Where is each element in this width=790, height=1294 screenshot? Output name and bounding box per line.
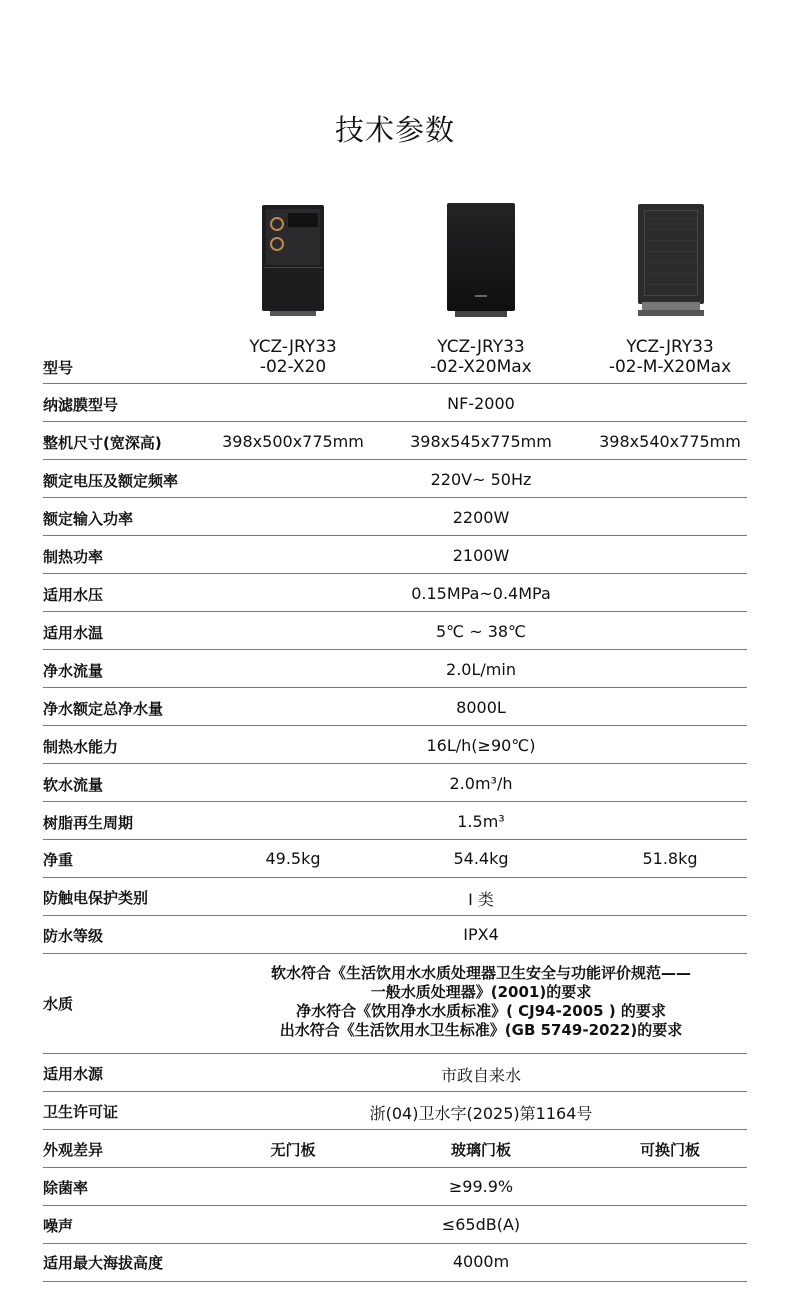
- divider: [43, 725, 747, 726]
- divider: [43, 877, 747, 878]
- row-value: 0.15MPa~0.4MPa: [411, 584, 551, 603]
- row-value-3: 可换门板: [639, 1141, 700, 1159]
- row-label: 制热水能力: [43, 738, 119, 756]
- row-value: 4000m: [452, 1252, 510, 1271]
- row-value-1: 49.5kg: [265, 849, 321, 868]
- divider: [43, 1053, 747, 1054]
- model-1-line2: -02-X20: [259, 357, 327, 377]
- row-label: 制热功率: [43, 548, 104, 566]
- water-quality-line: 一般水质处理器》(2001)的要求: [370, 983, 592, 1001]
- row-value-2: 398x545x775mm: [410, 432, 552, 451]
- row-label: 净水流量: [43, 662, 104, 680]
- row-value-3: 51.8kg: [642, 849, 698, 868]
- divider: [43, 1167, 747, 1168]
- row-label: 水质: [43, 995, 74, 1013]
- water-quality-line: 净水符合《饮用净水水质标准》( CJ94-2005 ) 的要求: [296, 1002, 666, 1020]
- divider: [43, 383, 747, 384]
- row-value: NF-2000: [447, 394, 515, 413]
- water-quality-text: [215, 964, 747, 1040]
- row-value-1: 398x500x775mm: [222, 432, 364, 451]
- row-value: 2.0m³/h: [449, 774, 513, 793]
- row-label: 树脂再生周期: [43, 814, 134, 832]
- divider: [43, 535, 747, 536]
- divider: [43, 1281, 747, 1282]
- divider: [43, 953, 747, 954]
- model-3-line2: -02-M-X20Max: [608, 357, 732, 377]
- row-value: IPX4: [463, 925, 499, 944]
- product-image-3: [638, 204, 704, 318]
- row-label: 纳滤膜型号: [43, 396, 119, 414]
- row-value: 2200W: [452, 508, 510, 527]
- row-value: 市政自来水: [440, 1066, 521, 1085]
- divider: [43, 915, 747, 916]
- row-label: 防触电保护类别: [43, 889, 149, 907]
- model-1-line1: YCZ-JRY33: [249, 337, 337, 357]
- row-label: 额定电压及额定频率: [43, 472, 179, 490]
- row-label: 整机尺寸(宽深高): [43, 434, 162, 452]
- divider: [43, 459, 747, 460]
- row-value-2: 54.4kg: [453, 849, 509, 868]
- divider: [43, 573, 747, 574]
- row-value: 220V~ 50Hz: [430, 470, 532, 489]
- row-label: 卫生许可证: [43, 1103, 119, 1121]
- row-label: 软水流量: [43, 776, 104, 794]
- divider: [43, 497, 747, 498]
- divider: [43, 1243, 747, 1244]
- row-label: 净水额定总净水量: [43, 700, 164, 718]
- row-value-2: 玻璃门板: [450, 1141, 511, 1159]
- divider: [43, 611, 747, 612]
- row-value: 2.0L/min: [446, 660, 516, 679]
- model-2: [383, 337, 579, 377]
- divider: [43, 763, 747, 764]
- row-value: 8000L: [456, 698, 506, 717]
- water-quality-line: 出水符合《生活饮用水卫生标准》(GB 5749-2022)的要求: [279, 1021, 683, 1039]
- row-label: 额定输入功率: [43, 510, 134, 528]
- product-image-2: [447, 203, 515, 319]
- row-label: 适用水温: [43, 624, 104, 642]
- row-value: 1.5m³: [457, 812, 505, 831]
- row-value: 5℃ ~ 38℃: [435, 622, 527, 641]
- row-label: 除菌率: [43, 1179, 89, 1197]
- divider: [43, 839, 747, 840]
- row-label: 适用最大海拔高度: [43, 1254, 164, 1272]
- row-value-3: 398x540x775mm: [599, 432, 741, 451]
- model-3: [572, 337, 768, 377]
- divider: [43, 1205, 747, 1206]
- row-value: 2100W: [452, 546, 510, 565]
- divider: [43, 421, 747, 422]
- row-value: ≥99.9%: [448, 1177, 514, 1196]
- divider: [43, 801, 747, 802]
- row-value: 浙(04)卫水字(2025)第1164号: [369, 1104, 593, 1123]
- model-2-line1: YCZ-JRY33: [437, 337, 525, 357]
- row-label: 净重: [43, 851, 74, 869]
- row-label: 适用水压: [43, 586, 104, 604]
- row-value: 16L/h(≥90℃): [426, 736, 536, 755]
- row-label: 外观差异: [43, 1141, 104, 1159]
- divider: [43, 1091, 747, 1092]
- page-title: 技术参数: [334, 113, 455, 147]
- row-value: I 类: [468, 890, 494, 909]
- divider: [43, 1129, 747, 1130]
- row-value: ≤65dB(A): [441, 1215, 521, 1234]
- row-label: 噪声: [43, 1217, 74, 1235]
- model-2-line2: -02-X20Max: [430, 357, 532, 377]
- model-label: 型号: [43, 359, 74, 377]
- row-label: 适用水源: [43, 1065, 104, 1083]
- divider: [43, 649, 747, 650]
- model-1: [195, 337, 391, 377]
- product-image-1: [262, 205, 324, 317]
- row-label: 防水等级: [43, 927, 104, 945]
- water-quality-line: 软水符合《生活饮用水水质处理器卫生安全与功能评价规范——: [270, 964, 691, 982]
- row-value-1: 无门板: [270, 1141, 316, 1159]
- divider: [43, 687, 747, 688]
- model-3-line1: YCZ-JRY33: [626, 337, 714, 357]
